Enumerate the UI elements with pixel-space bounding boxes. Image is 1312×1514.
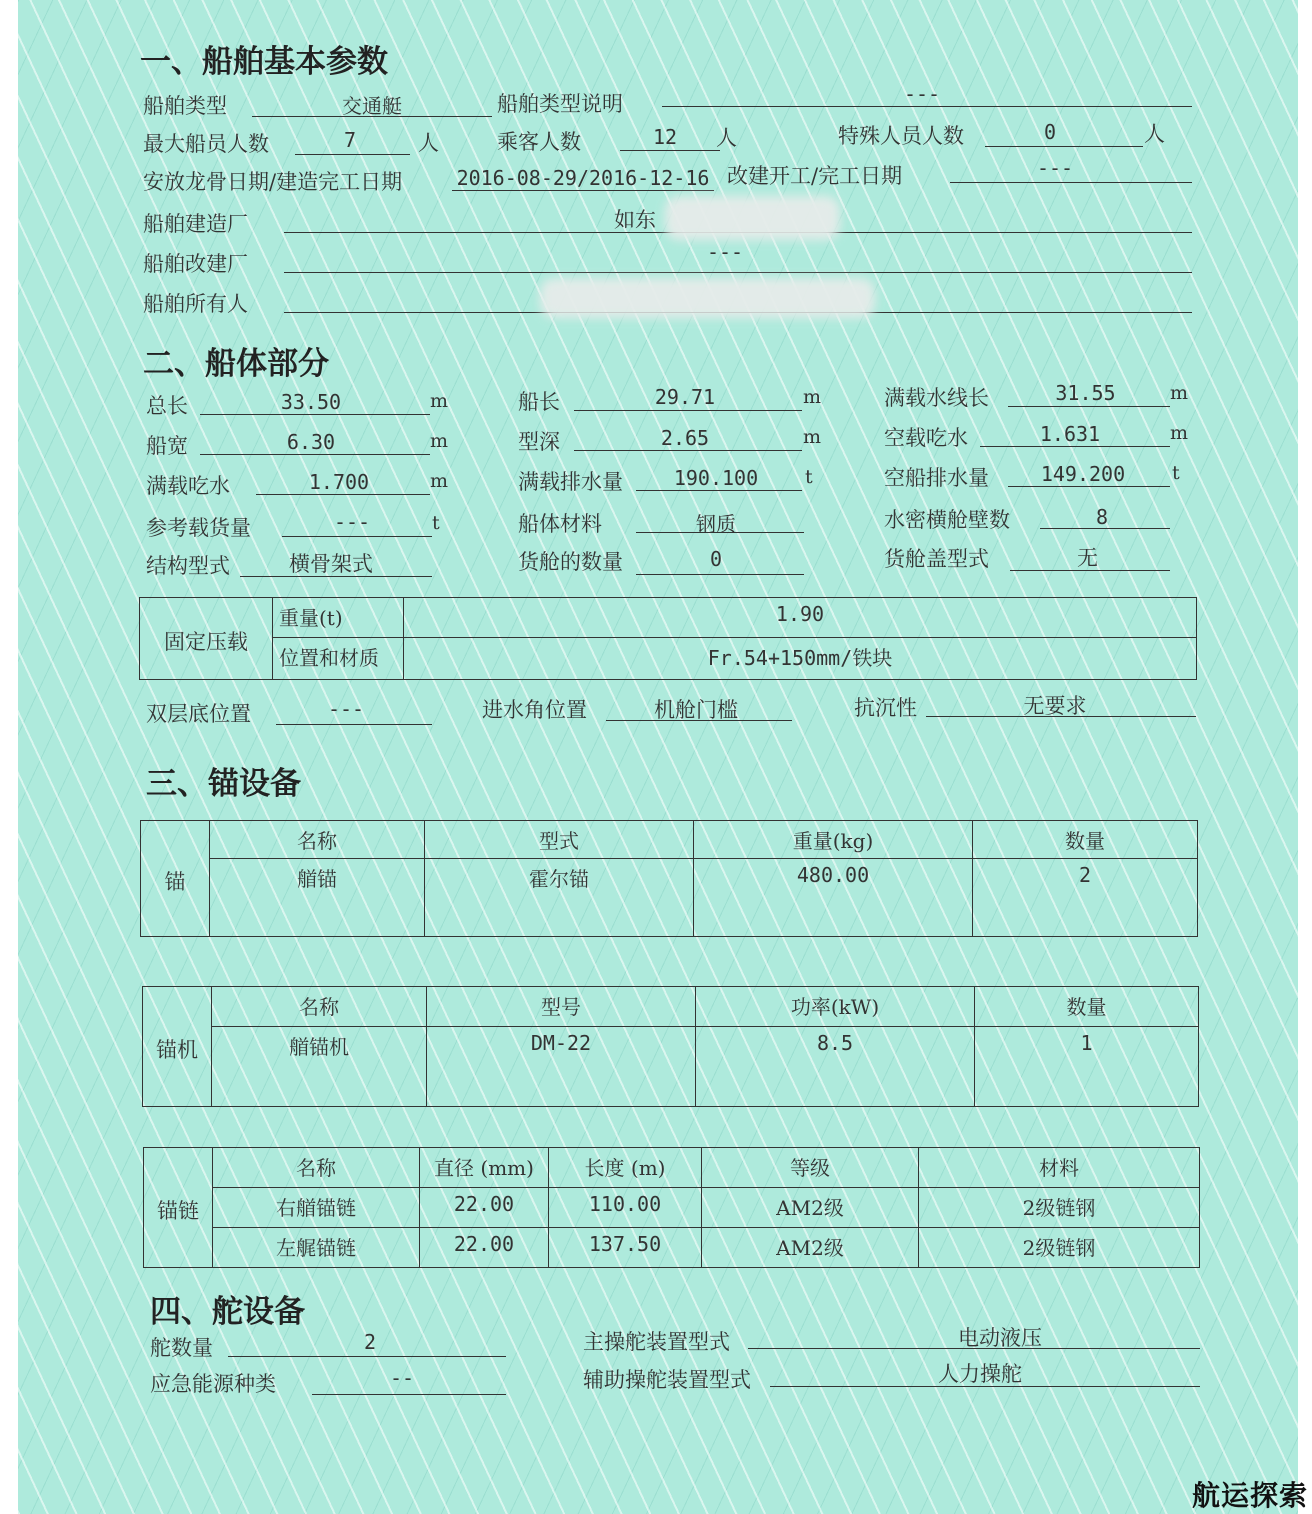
anchor-cell-count: 2 [973,859,1198,937]
section-title-hull: 二、船体部分 [143,346,329,382]
chain-row2-material: 2级链钢 [919,1228,1200,1268]
value-lwl: 31.55 [1055,381,1116,405]
label-double-bottom: 双层底位置 [146,702,251,726]
label-main-steering: 主操舵装置型式 [583,1330,730,1354]
value-main-steering: 电动液压 [958,1326,1042,1350]
label-unsinkable: 抗沉性 [854,696,917,720]
label-light-draft: 空载吃水 [884,426,968,450]
value-aux-steering: 人力操舵 [938,1362,1022,1386]
label-hull-material: 船体材料 [518,512,602,536]
value-keel-date: 2016-08-29/2016-12-16 [456,166,710,190]
value-ref-cargo: --- [333,510,371,534]
label-depth: 型深 [518,430,560,454]
chain-row2-grade: AM2级 [702,1228,919,1268]
anchor-header-type: 型式 [425,821,694,859]
windlass-header-power: 功率(kW) [696,987,975,1027]
value-loa: 33.50 [280,390,342,414]
label-passengers: 乘客人数 [497,130,581,154]
label-ship-type: 船舶类型 [143,94,227,118]
label-owner: 船舶所有人 [143,292,248,316]
unit-full-displacement: t [805,466,813,488]
value-beam: 6.30 [286,430,336,454]
value-double-bottom: --- [327,697,365,721]
anchor-cell-type: 霍尔锚 [425,859,694,937]
ballast-position-label: 位置和材质 [273,638,404,680]
unit-lwl: m [1170,382,1189,404]
label-ref-cargo: 参考载货量 [146,516,251,540]
value-light-displacement: 149.200 [1040,462,1126,486]
unit-loa: m [430,390,449,412]
label-rudder-count: 舵数量 [150,1336,213,1360]
value-holds: 0 [709,547,723,571]
label-builder: 船舶建造厂 [143,212,248,236]
anchor-cell-weight: 480.00 [694,859,973,937]
value-depth: 2.65 [660,426,710,450]
label-length: 船长 [518,390,560,414]
value-emergency-power: -- [389,1366,415,1390]
ballast-side-label: 固定压载 [140,598,273,680]
unit-length: m [803,386,822,408]
label-holds: 货舱的数量 [518,550,623,574]
chain-side-label: 锚链 [144,1148,213,1268]
value-unsinkable: 无要求 [1023,694,1087,718]
label-keel-date: 安放龙骨日期/建造完工日期 [143,170,403,194]
chain-row1-diameter: 22.00 [420,1188,549,1228]
value-full-draft: 1.700 [308,470,370,494]
chain-header-name: 名称 [213,1148,420,1188]
chain-row2-diameter: 22.00 [420,1228,549,1268]
label-emergency-power: 应急能源种类 [150,1372,276,1396]
chain-row1-length: 110.00 [549,1188,702,1228]
label-loa: 总长 [146,394,188,418]
unit-crew: 人 [418,131,439,155]
value-hull-material: 钢质 [696,512,736,536]
value-special-persons: 0 [1043,120,1057,144]
chain-row1-material: 2级链钢 [919,1188,1200,1228]
anchor-header-count: 数量 [973,821,1198,859]
ballast-weight-label: 重量(t) [273,598,404,638]
windlass-table [142,986,1199,1107]
chain-row1-grade: AM2级 [702,1188,919,1228]
windlass-cell-power: 8.5 [696,1027,975,1107]
section-title-basic: 一、船舶基本参数 [140,44,388,80]
value-ship-type: 交通艇 [342,94,402,118]
chain-table [143,1147,1200,1268]
ballast-position-value: Fr.54+150mm/铁块 [404,638,1197,680]
anchor-header-name: 名称 [210,821,425,859]
ballast-table [139,597,1197,680]
value-builder: 如东 [614,208,656,232]
label-light-displacement: 空船排水量 [884,466,989,490]
label-bulkheads: 水密横舱壁数 [884,508,1010,532]
value-rebuilder: --- [706,240,744,264]
anchor-header-weight: 重量(kg) [694,821,973,859]
section-title-anchor: 三、锚设备 [146,766,301,802]
chain-row2-name: 左艉锚链 [213,1228,420,1268]
unit-light-draft: m [1170,422,1189,444]
label-beam: 船宽 [146,434,188,458]
chain-header-grade: 等级 [702,1148,919,1188]
windlass-header-model: 型号 [427,987,696,1027]
value-ship-type-desc: --- [903,82,941,106]
label-ship-type-desc: 船舶类型说明 [497,92,623,116]
label-aux-steering: 辅助操舵装置型式 [583,1368,751,1392]
value-passengers: 12 [652,125,678,149]
value-hatch: 无 [1077,546,1098,570]
unit-ref-cargo: t [432,512,440,534]
unit-beam: m [430,430,449,452]
value-length: 29.71 [654,385,716,409]
chain-header-diameter: 直径 (mm) [420,1148,549,1188]
value-full-displacement: 190.100 [673,466,759,490]
unit-light-displacement: t [1172,462,1180,484]
redacted-owner [540,278,875,318]
unit-special: 人 [1144,122,1165,146]
windlass-header-count: 数量 [975,987,1199,1027]
ballast-weight-value: 1.90 [404,598,1197,638]
unit-passengers: 人 [716,126,737,150]
windlass-cell-count: 1 [975,1027,1199,1107]
value-flood-angle: 机舱门槛 [654,698,738,722]
label-rebuild-date: 改建开工/完工日期 [727,164,903,188]
value-rudder-count: 2 [363,1330,377,1354]
label-special-persons: 特殊人员人数 [838,124,964,148]
chain-header-material: 材料 [919,1148,1200,1188]
windlass-cell-model: DM-22 [427,1027,696,1107]
label-lwl: 满载水线长 [884,386,989,410]
label-full-displacement: 满载排水量 [518,470,623,494]
unit-depth: m [803,426,822,448]
value-rebuild-date: --- [1036,156,1074,180]
value-bulkheads: 8 [1095,505,1109,529]
chain-row2-length: 137.50 [549,1228,702,1268]
value-light-draft: 1.631 [1039,422,1101,446]
anchor-side-label: 锚 [141,821,210,937]
anchor-table [140,820,1198,937]
label-structure: 结构型式 [146,554,230,578]
label-rebuilder: 船舶改建厂 [143,252,248,276]
chain-header-length: 长度 (m) [549,1148,702,1188]
section-title-rudder: 四、舵设备 [150,1294,305,1330]
label-hatch: 货舱盖型式 [884,547,989,571]
redacted-builder [665,196,840,240]
unit-full-draft: m [430,470,449,492]
value-max-crew: 7 [343,128,357,152]
anchor-cell-name: 艏锚 [210,859,425,937]
label-full-draft: 满载吃水 [146,474,230,498]
watermark-text: 航运探索 [1191,1479,1308,1512]
label-flood-angle: 进水角位置 [482,698,587,722]
windlass-side-label: 锚机 [143,987,212,1107]
chain-row1-name: 右艏锚链 [213,1188,420,1228]
value-structure: 横骨架式 [289,552,373,576]
label-max-crew: 最大船员人数 [143,132,269,156]
windlass-cell-name: 艏锚机 [212,1027,427,1107]
windlass-header-name: 名称 [212,987,427,1027]
